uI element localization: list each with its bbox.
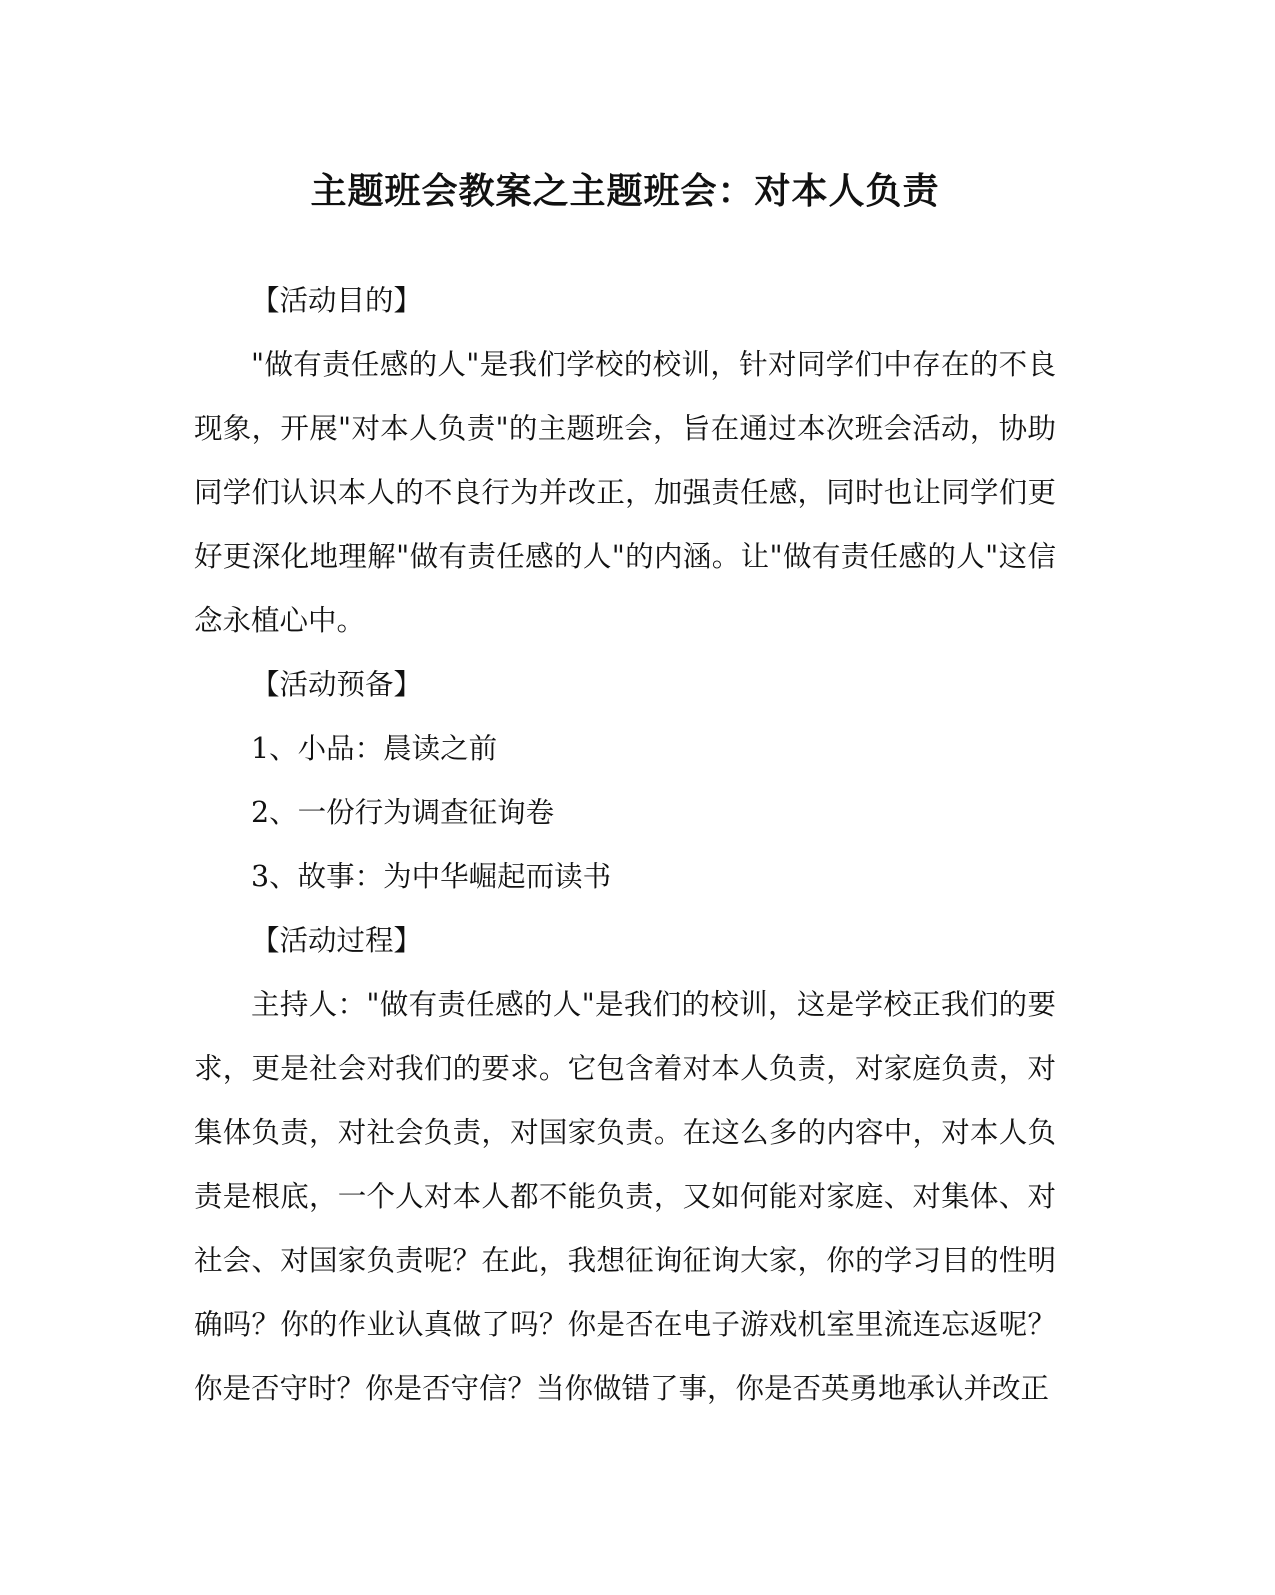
purpose-paragraph: "做有责任感的人"是我们学校的校训，针对同学们中存在的不良现象，开展"对本人负责"的主题班会，旨在通过本次班会活动，协助同学们认识本人的不良行为并改正，加强责任感，同时也让同学们更好更深化地理解"做有责任感的人"的内涵。让"做有责任感的人"这信念永植心中。	[194, 348, 1056, 637]
preparation-item: 2、一份行为调查征询卷	[251, 796, 555, 829]
preparation-item: 1、小品：晨读之前	[251, 732, 498, 765]
section-heading-purpose: 【活动目的】	[251, 284, 423, 317]
document-title: 主题班会教案之主题班会：对本人负责	[310, 170, 940, 212]
section-heading-preparation: 【活动预备】	[251, 668, 423, 701]
section-heading-process: 【活动过程】	[251, 924, 423, 957]
preparation-item: 3、故事：为中华崛起而读书	[251, 860, 612, 893]
document-body	[194, 269, 1056, 1421]
process-paragraph: 主持人："做有责任感的人"是我们的校训，这是学校正我们的要求，更是社会对我们的要求。它包含着对本人负责，对家庭负责，对集体负责，对社会负责，对国家负责。在这么多的内容中，对本人负责是根底，一个人对本人都不能负责，又如何能对家庭、对集体、对社会、对国家负责呢？在此，我想征询征询大家，你的学习目的性明确吗？你的作业认真做了吗？你是否在电子游戏机室里流连忘返呢？你是否守时？你是否守信？当你做错了事，你是否英勇地承认并改正	[194, 988, 1056, 1405]
